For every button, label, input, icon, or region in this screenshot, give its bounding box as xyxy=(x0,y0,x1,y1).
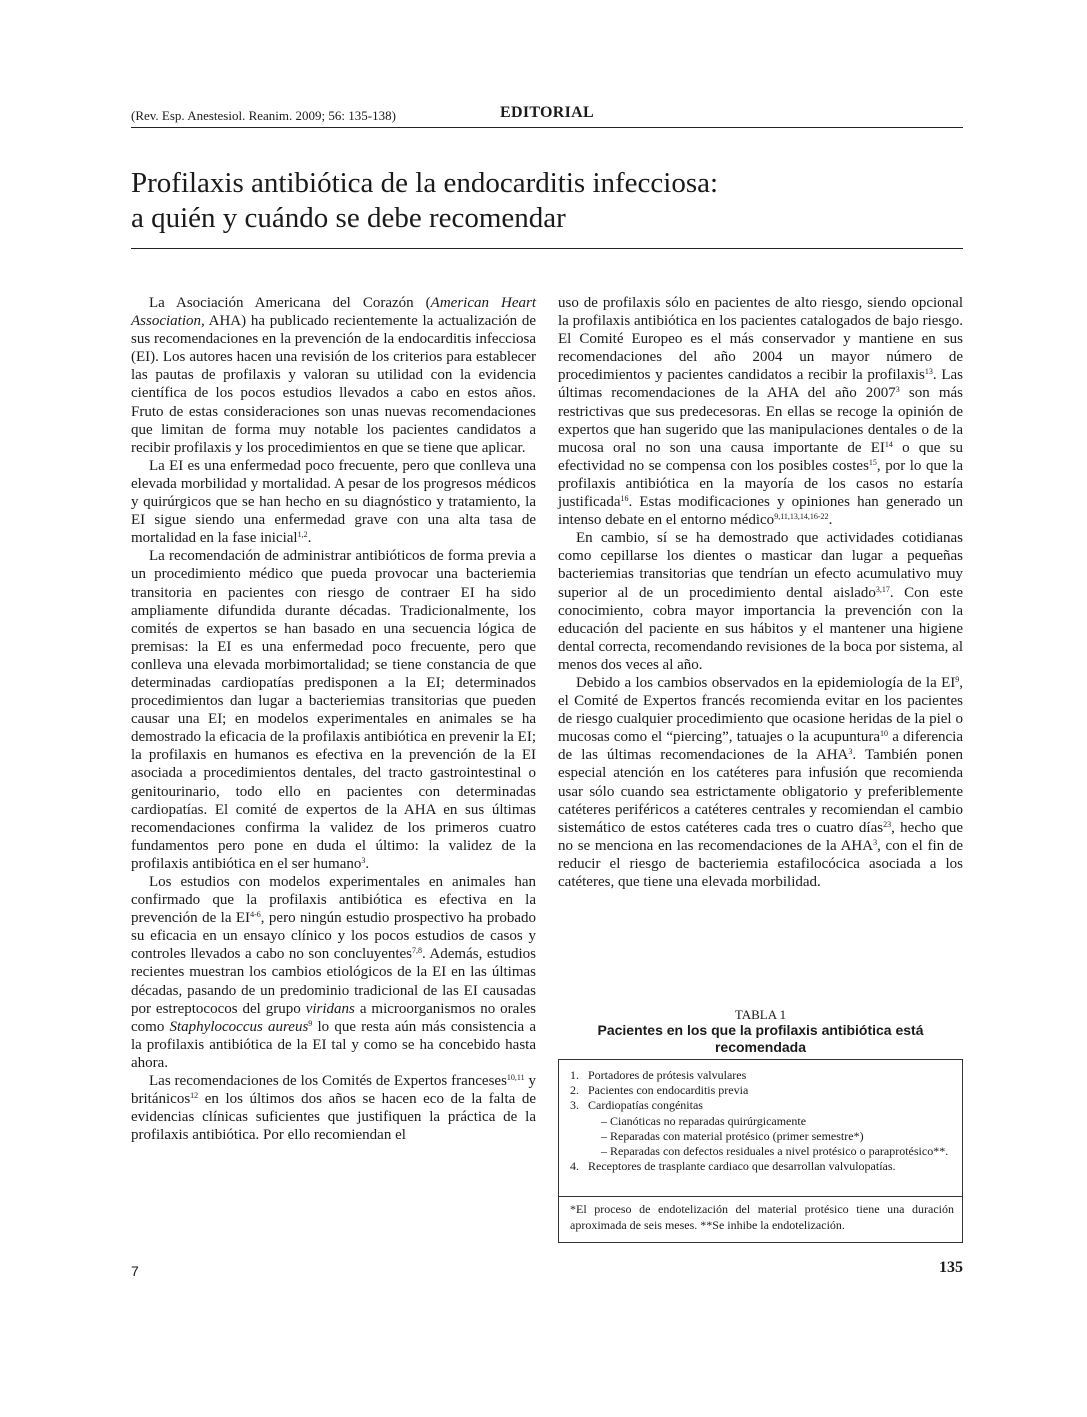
paragraph-5-continued: uso de profilaxis sólo en pacientes de alto riesgo, siendo opcional la profilaxis antibiótica en los pacientes catalogados de bajo riesgo. El Comité Europeo es el más conservador y mantiene en sus recomendaciones del año 2004 un mayor número de procedimientos y pacientes candidatos a recibir la profilaxis$^{13}$. Las últimas recomendaciones de la AHA del año 2007$^3$ son más restrictivas que sus predecesoras. En ellas se recoge la opinión de expertos que han sugerido que las manipulaciones dentales o de la mucosa oral no son una causa importante de EI$^{14}$ o que su efectividad no se compensa con los posibles costes$^{15}$, por lo que la profilaxis antibiótica en la mayoría de los casos no estaría justificada$^{16}$. Estas modificaciones y opiniones han generado un intenso debate en el entorno médico$^{9,11,13,14,16-22}$. xyxy=(558,295,963,529)
list-item: 4. Receptores de trasplante cardiaco que desarrollan valvulopatías. xyxy=(570,1159,896,1174)
list-item: 1. Portadores de prótesis valvulares xyxy=(570,1068,747,1082)
table-1 xyxy=(558,1059,963,1243)
table-label: TABLA 1 xyxy=(734,1007,787,1022)
table-footnote: *El proceso de endotelización del material protésico tiene una duración aproximada de seis meses. **Se inhibe la endotelización. xyxy=(570,1202,954,1232)
article-title xyxy=(131,166,963,236)
list-subitem: – Reparadas con defectos residuales a nivel protésico o paraprotésico**. xyxy=(601,1144,949,1159)
title-line-1: Profilaxis antibiótica de la endocarditis infecciosa: xyxy=(131,167,719,199)
paragraph-6: En cambio, sí se ha demostrado que actividades cotidianas como cepillarse los dientes o masticar dan lugar a pequeñas bacteriemias transitorias que tendrían un efecto acumulativo muy superior al de un procedimiento dental aislado$^{3,17}$. Con este conocimiento, cobra mayor importancia la prevención con la educación del paciente en sus hábitos y el mantener una higiene dental correcta, recomendando revisiones de la boca por sistema, al menos dos veces al año. xyxy=(558,530,963,673)
title-line-2: a quién y cuándo se debe recomendar xyxy=(131,202,566,234)
paragraph-7: Debido a los cambios observados en la epidemiología de la $EI^9$, el Comité de Expertos francés recomienda evitar en los pacientes de riesgo cualquier procedimiento que ocasione heridas de la piel o mucosas como el “piercing”, tatuajes o la acupuntura$^{10}$ a diferencia de las últimas recomendaciones de la AHA$^3$. También ponen especial atención en los catéteres para infusión que recomienda usar sólo cuando sea estrictamente obligatorio y preferiblemente catéteres periféricos a catéteres centrales y recomiendan el cambio sistemático de estos catéteres cada tres o cuatro días$^{23}$, hecho que no se menciona en las recomendaciones de la AHA$^3$, con el fin de reducir el riesgo de bacteriemia estafilocócica asociada a los catéteres, que tiene una elevada morbilidad. xyxy=(558,674,963,890)
paragraph-1: La Asociación Americana del Corazón (American Heart Association, AHA) ha publicado recientemente la actualización de sus recomendaciones en la prevención de la endocarditis infecciosa (EI). Los autores hacen una revisión de los criterios para establecer las pautas de profilaxis y valoran su utilidad con la evidencia científica de los pocos estudios llevados a cabo en estos años. Fruto de estas consideraciones son unas nuevas recomendaciones que limitan de forma muy notable los pacientes candidatos a recibir profilaxis y los procedimientos en que se tiene que aplicar. xyxy=(131,295,537,456)
header-rule xyxy=(131,127,963,128)
table-title: Pacientes en los que la profilaxis antibiótica está recomendada xyxy=(597,1022,924,1055)
page-number: 135 xyxy=(939,1259,963,1276)
section-label: EDITORIAL xyxy=(500,104,594,121)
journal-citation: (Rev. Esp. Anestesiol. Reanim. 2009; 56: 135-138) xyxy=(131,108,396,123)
paragraph-4: Los estudios con modelos experimentales en animales han confirmado que la profilaxis antibiótica es efectiva en la prevención de la EI$^{4-6}$, pero ningún estudio prospectivo ha probado su eficacia en un ensayo clínico y los pocos estudios de casos y controles llevados a cabo no son concluyentes$^{7,8}$. Además, estudios recientes muestran los cambios etiológicos de la EI en las últimas décadas, pasando de un predominio tradicional de las EI causadas por estreptococos del grupo viridans a microorganismos no orales como Staphylococcus aureus$^9$ lo que resta aún más consistencia a la profilaxis antibiótica de la EI tal y como se ha concebido hasta ahora. xyxy=(131,874,537,1071)
right-column xyxy=(558,294,963,891)
list-item: 2. Pacientes con endocarditis previa xyxy=(570,1083,749,1098)
paragraph-5: Las recomendaciones de los Comités de Expertos franceses$^{10,11}$ y británicos$^{12}$ en los últimos dos años se hacen eco de la falta de evidencias clínicas suficientes que justifiquen la práctica de la profilaxis antibiótica. Por ello recomiendan el xyxy=(131,1073,536,1144)
running-header xyxy=(131,104,963,126)
table-list xyxy=(570,1068,955,1174)
list-subitem: – Cianóticas no reparadas quirúrgicamente xyxy=(601,1113,807,1128)
paragraph-3: La recomendación de administrar antibióticos de forma previa a un procedimiento médico que pueda provocar una bacteriemia transitoria en pacientes con riesgo de contraer EI ha sido ampliamente difundida durante décadas. Tradicionalmente, los comités de expertos se han basado en una secuencia lógica de premisas: la EI es una enfermedad poco frecuente, pero que conlleva una elevada morbimortalidad; se tiene constancia de que determinadas cardiopatías predisponen a la EI; determinados procedimientos dan lugar a bacteriemias transitorias que pueden causar una EI; en modelos experimentales en animales se ha demostrado la eficacia de la profilaxis antibiótica en prevenir la EI; la profilaxis en humanos es efectiva en la prevención de la EI asociada a procedimientos dentales, del tracto gastrointestinal o genitourinario, todo ello en pacientes con determinadas cardiopatías. El comité de expertos de la AHA en sus últimas recomendaciones confirma la validez de los primeros cuatro fundamentos pero pone en duda el último: la validez de la profilaxis antibiótica en el ser humano$^3$. xyxy=(131,548,536,872)
list-item: 3. Cardiopatías congénitas xyxy=(570,1098,703,1113)
paragraph-2: La EI es una enfermedad poco frecuente, pero que conlleva una elevada morbilidad y mortalidad. A pesar de los progresos médicos y quirúrgicos que se han hecho en su diagnóstico y tratamiento, la EI sigue siendo una enfermedad grave con una alta tasa de mortalidad en la fase inicial$^{1,2}$. xyxy=(131,457,536,547)
left-column xyxy=(131,294,536,1144)
table-divider xyxy=(559,1196,962,1197)
footer-page-sequence: 7 xyxy=(131,1263,139,1279)
title-rule xyxy=(131,248,963,249)
list-subitem: – Reparadas con material protésico (primer semestre*) xyxy=(601,1128,864,1143)
